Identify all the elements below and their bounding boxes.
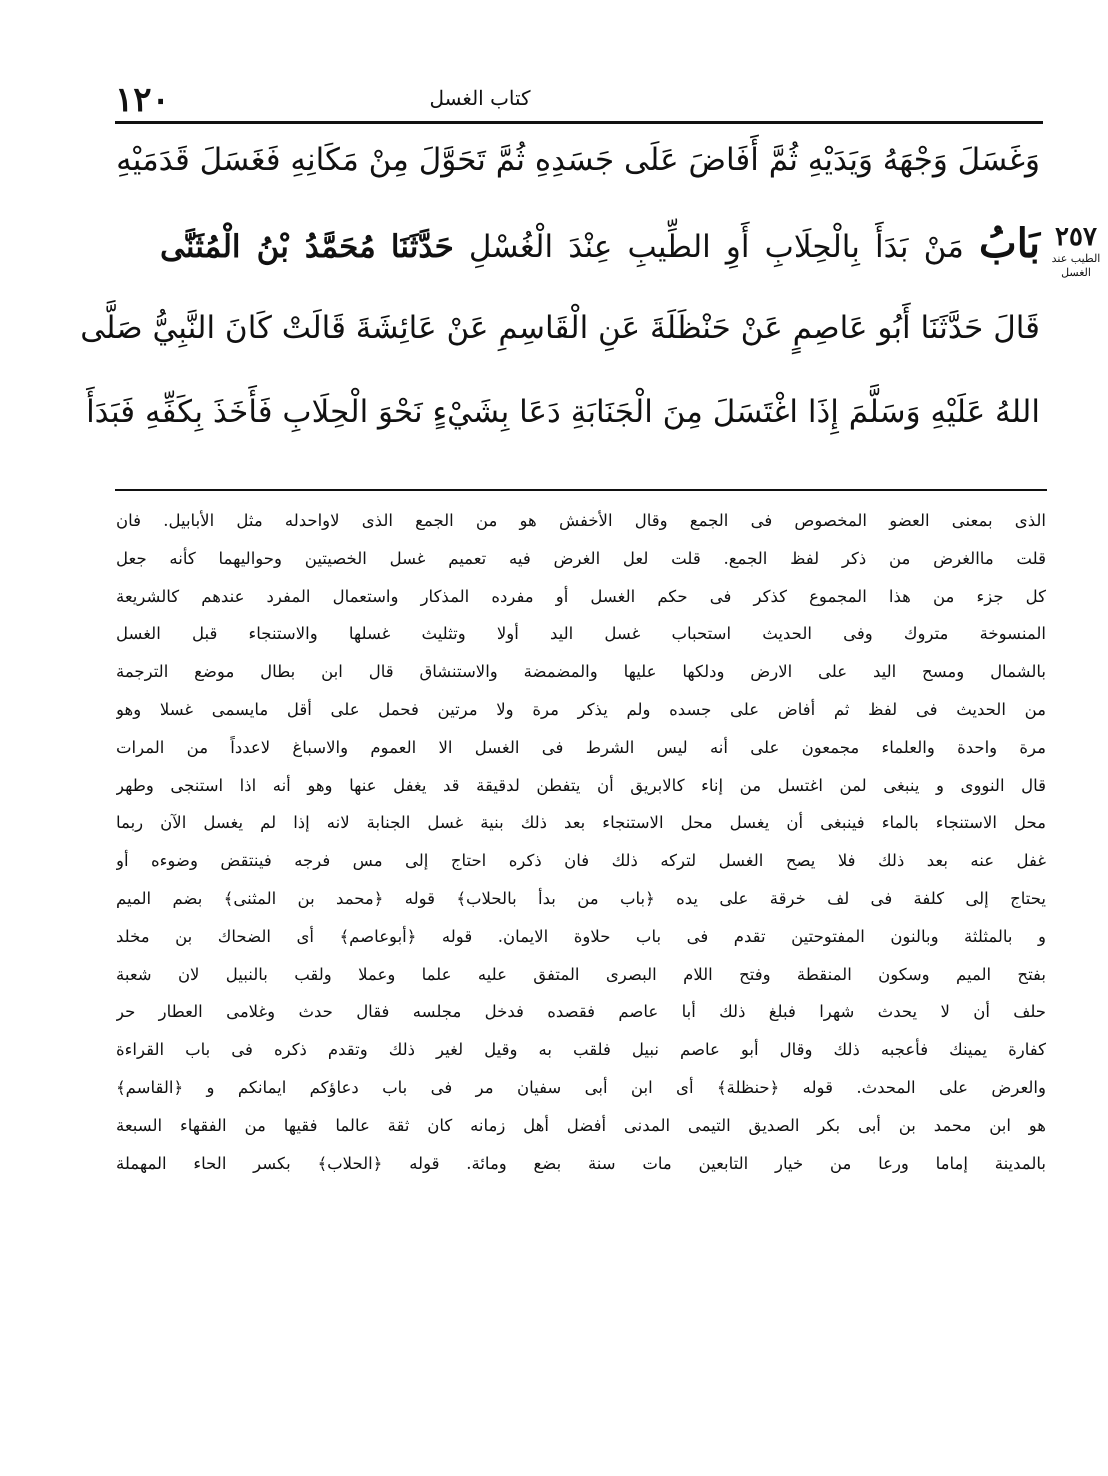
commentary-line: من الحديث فى لفظ ثم أفاض على جسده ولم يذكر مرة ولا مرتين فحمل على أقل مايسمى غسلا وهو [116, 699, 1046, 719]
page-number: ١٢٠ [115, 80, 170, 120]
commentary-line: هو ابن محمد بن أبى بكر الصديق التيمى المدنى أفضل أهل زمانه كان ثقة عالما فقيها من الفقهاء السبعة [116, 1115, 1046, 1135]
running-title: كتاب الغسل [429, 86, 531, 110]
margin-note [1046, 222, 1106, 280]
commentary-line: بالمدينة إماما ورعا من خيار التابعين مات سنة بضع ومائة. قوله ﴿الحلاب﴾ بكسر الحاء المهملة [116, 1153, 1046, 1173]
commentary-line: كفارة يمينك فأعجبه ذلك وقال أبو عاصم نبيل فلقب به وقيل لغير ذلك وتقدم ذكره فى باب القراءة [116, 1040, 1046, 1060]
commentary-line: محل الاستنجاء بالماء فينبغى أن يغسل محل الاستنجاء بعد ذلك بنية غسل الجنابة لانه إذا لم يغسل الآن ربما [116, 813, 1046, 833]
chapter-title: مَنْ بَدَأَ بِالْحِلَابِ أَوِ الطِّيبِ عِنْدَ الْغُسْلِ [468, 229, 964, 265]
commentary-divider [115, 489, 1047, 491]
commentary-line: و بالمثلثة وبالنون المفتوحتين تقدم فى باب حلاوة الايمان. قوله ﴿أبوعاصم﴾ أى الضحاك بن مخلد [116, 926, 1046, 946]
hadith-number: ٢٥٧ [1055, 222, 1097, 252]
commentary-line: حلف أن لا يحدث شهرا فبلغ ذلك أبا عاصم فقصده فدخل مجلسه فقال حدث وغلامى العطار حر [116, 1002, 1046, 1022]
commentary-line: يحتاج إلى كلفة فى لف خرقة على يده ﴿باب من بدأ بالحلاب﴾ قوله ﴿محمد بن المثنى﴾ بضم الميم [116, 888, 1046, 908]
chapter-heading-line [160, 212, 1040, 296]
commentary-text [116, 502, 1046, 1182]
commentary-line: والعرض على المحدث. قوله ﴿حنظلة﴾ أى ابن أبى سفيان مر فى باب دعاؤكم ايمانكم و ﴿القاسم﴾ [116, 1077, 1046, 1097]
haddathana: حَدَّثَنَا [390, 229, 454, 265]
commentary-line: مرة واحدة والعلماء مجمعون على أنه ليس الشرط فى الغسل الا العموم والاسباغ لاعدداً من المرات [116, 737, 1046, 757]
commentary-line: كل جزء من هذا المجموع كذكر فى حكم الغسل أو مفرده المذكار واستعمال المفرد عندهم كالشريعة [116, 586, 1046, 606]
margin-chapter-note: الطيب عند الغسل [1051, 252, 1101, 279]
chapter-word: بَابُ [979, 220, 1041, 267]
commentary-line: قال النووى و ينبغى لمن اغتسل من إناء كالابريق أن يتفطن لدقيقة قد يغفل عنها وهو أنه اذا استنجى وطهر [116, 775, 1046, 795]
main-line: وَغَسَلَ وَجْهَهُ وَيَدَيْهِ ثُمَّ أَفَاضَ عَلَى جَسَدِهِ ثُمَّ تَحَوَّلَ مِنْ مَكَانِهِ فَغَسَلَ قَدَمَيْهِ [116, 142, 1040, 178]
commentary-line: غفل عنه بعد ذلك فلا يصح الغسل لتركه ذلك فان ذكره احتاج إلى مس فرجه فينتقض وضوءه أو [116, 851, 1046, 871]
commentary-line: قلت ماالغرض من ذكر لفظ الجمع. قلت لعل الغرض فيه تعميم غسل الخصيتين وحواليهما كأنه جعل [116, 548, 1046, 568]
narrator-name: مُحَمَّدُ بْنُ الْمُثَنَّى [160, 229, 376, 265]
main-hadith-text [80, 128, 1041, 464]
header-rule [115, 121, 1043, 124]
commentary-line: المنسوخة متروك وفى الحديث استحباب غسل اليد أولا وتثليث غسلها والاستنجاء قبل الغسل [116, 624, 1046, 644]
commentary-line: بالشمال ومسح اليد على الارض ودلكها عليها والمضمضة والاستنشاق قال ابن بطال موضع الترجمة [116, 662, 1046, 682]
commentary-line: بفتح الميم وسكون المنقطة وفتح اللام البصرى المتفق عليه علما وعملا ولقب بالنبيل لان شعبة [116, 964, 1046, 984]
main-line: اللهُ عَلَيْهِ وَسَلَّمَ إِذَا اغْتَسَلَ مِنَ الْجَنَابَةِ دَعَا بِشَيْءٍ نَحْوَ الْحِلَابِ فَأَخَذَ بِكَفِّهِ فَبَدَأَ [86, 394, 1040, 430]
commentary-line: الذى بمعنى العضو المخصوص فى الجمع وقال الأخفش هو من الجمع الذى لاواحدله مثل الأبابيل. فان [116, 511, 1046, 530]
main-line: قَالَ حَدَّثَنَا أَبُو عَاصِمٍ عَنْ حَنْظَلَةَ عَنِ الْقَاسِمِ عَنْ عَائِشَةَ قَالَتْ كَانَ النَّبِيُّ صَلَّى [80, 310, 1040, 346]
